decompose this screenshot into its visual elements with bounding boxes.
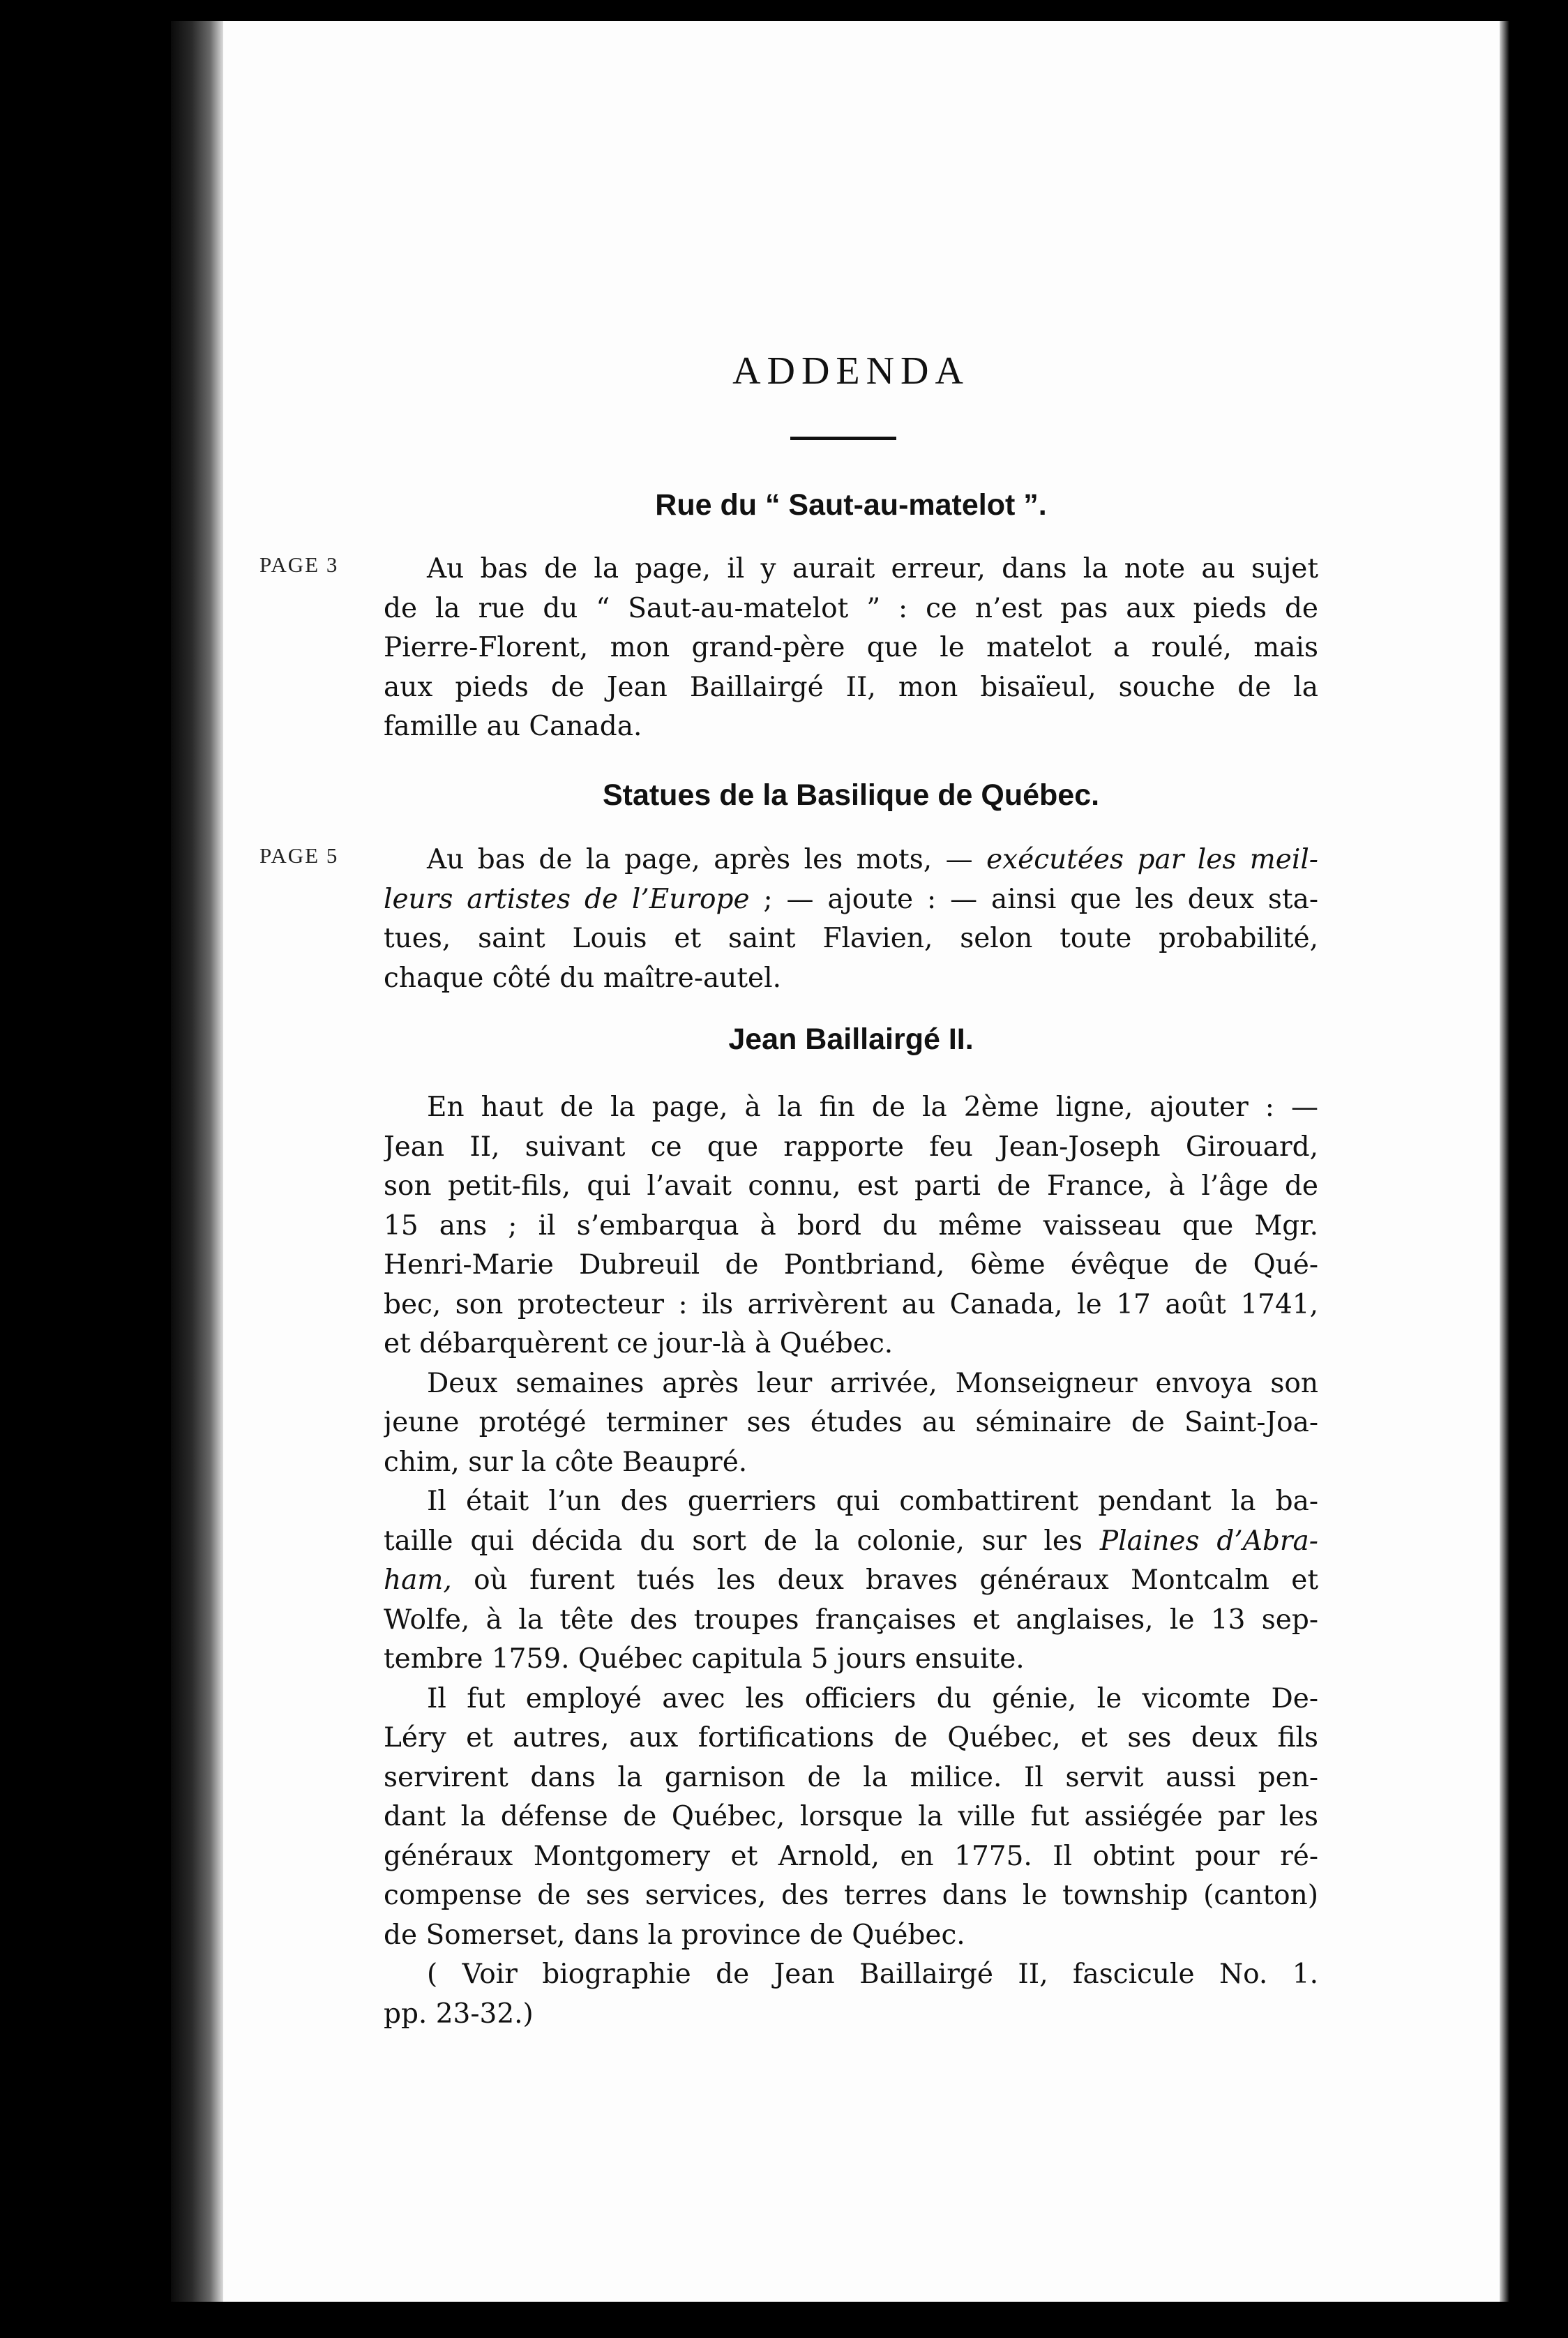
italic-quote: exécutées par les meil- — [986, 844, 1318, 875]
paragraph-statues — [384, 840, 1318, 998]
text-line: chim, sur la côte Beaupré. — [384, 1446, 748, 1478]
text-line: Jean II, suivant ce que rapporte feu Jean-Joseph Girouard, — [384, 1131, 1318, 1163]
text-run: taille qui décida du sort de la colonie, sur les — [384, 1525, 1100, 1557]
text-line: chaque côté du maître-autel. — [384, 962, 781, 994]
text-run: Au bas de la page, après les mots, — — [427, 844, 987, 875]
text-line — [384, 1522, 1318, 1562]
text-line: de la rue du “ Saut-au-matelot ” : ce n’est pas aux pieds de — [384, 592, 1318, 624]
text-line: dant la défense de Québec, lorsque la ville fut assiégée par les — [384, 1801, 1318, 1832]
text-run: où furent tués les deux braves généraux Montcalm et — [451, 1564, 1318, 1596]
margin-note-page-3: PAGE 3 — [259, 552, 339, 577]
text-line: de Somerset, dans la province de Québec. — [384, 1919, 965, 1951]
text-line: 15 ans ; il s’embarqua à bord du même vaisseau que Mgr. — [384, 1209, 1318, 1242]
text-line: Henri-Marie Dubreuil de Pontbriand, 6ème évêque de Qué- — [384, 1249, 1318, 1281]
text-line: bec, son protecteur : ils arrivèrent au Canada, le 17 août 1741, — [384, 1288, 1318, 1320]
text-line: Il était l’un des guerriers qui combattirent pendant la ba- — [427, 1486, 1318, 1517]
text-line: En haut de la page, à la fin de la 2ème ligne, ajouter : — — [427, 1092, 1318, 1123]
text-line: Léry et autres, aux fortifications de Québec, et ses deux fils — [384, 1722, 1318, 1754]
text-line — [384, 1561, 1318, 1601]
title-rule — [790, 437, 896, 440]
text-line: Au bas de la page, il y aurait erreur, dans la note au sujet — [427, 553, 1318, 584]
text-line: ( Voir biographie de Jean Baillairgé II, fascicule No. 1. — [427, 1959, 1318, 1990]
binding-shadow — [171, 21, 223, 2302]
text-line: famille au Canada. — [384, 711, 642, 742]
text-line: pp. 23-32.) — [384, 1998, 534, 2030]
text-line: jeune protégé terminer ses études au séminaire de Saint-Joa- — [384, 1407, 1318, 1438]
margin-note-page-5: PAGE 5 — [259, 843, 339, 868]
text-line: généraux Montgomery et Arnold, en 1775. Il obtint pour ré- — [384, 1840, 1318, 1872]
text-line: et débarquèrent ce jour-là à Québec. — [384, 1328, 894, 1359]
text-line: tues, saint Louis et saint Flavien, selon toute probabilité, — [384, 923, 1318, 954]
text-run: ; — ajoute : — ainsi que les deux sta- — [749, 883, 1318, 915]
text-line: son petit-fils, qui l’avait connu, est parti de France, à l’âge de — [384, 1170, 1318, 1202]
text-line — [384, 840, 1318, 880]
paragraph-saut-au-matelot — [384, 550, 1318, 747]
text-line: aux pieds de Jean Baillairgé II, mon bisaïeul, souche de la — [384, 671, 1318, 703]
section-heading-jean-baillairge: Jean Baillairgé II. — [728, 1023, 974, 1056]
italic-quote: leurs artistes de l’Europe — [384, 883, 750, 915]
text-line: Il fut employé avec les officiers du génie, le vicomte De- — [427, 1682, 1318, 1714]
text-line: servirent dans la garnison de la milice. Il servit aussi pen- — [384, 1761, 1318, 1793]
text-line — [384, 880, 1318, 920]
section-heading-statues-basilique: Statues de la Basilique de Québec. — [602, 778, 1100, 812]
page-right-edge — [1500, 21, 1509, 2302]
section-heading-saut-au-matelot: Rue du “ Saut-au-matelot ”. — [655, 488, 1047, 522]
paragraph-arrival — [384, 1088, 1318, 2034]
text-line: tembre 1759. Québec capitula 5 jours ensuite. — [384, 1643, 1025, 1675]
text-line: compense de ses services, des terres dans le township (canton) — [384, 1880, 1318, 1911]
text-line: Deux semaines après leur arrivée, Monseigneur envoya son — [427, 1367, 1318, 1399]
italic-place-name: ham, — [384, 1564, 452, 1596]
page-title: ADDENDA — [732, 349, 970, 393]
italic-place-name: Plaines d’Abra- — [1099, 1525, 1318, 1557]
text-line: Wolfe, à la tête des troupes françaises et anglaises, le 13 sep- — [384, 1604, 1318, 1636]
text-line: Pierre-Florent, mon grand-père que le matelot a roulé, mais — [384, 632, 1318, 663]
